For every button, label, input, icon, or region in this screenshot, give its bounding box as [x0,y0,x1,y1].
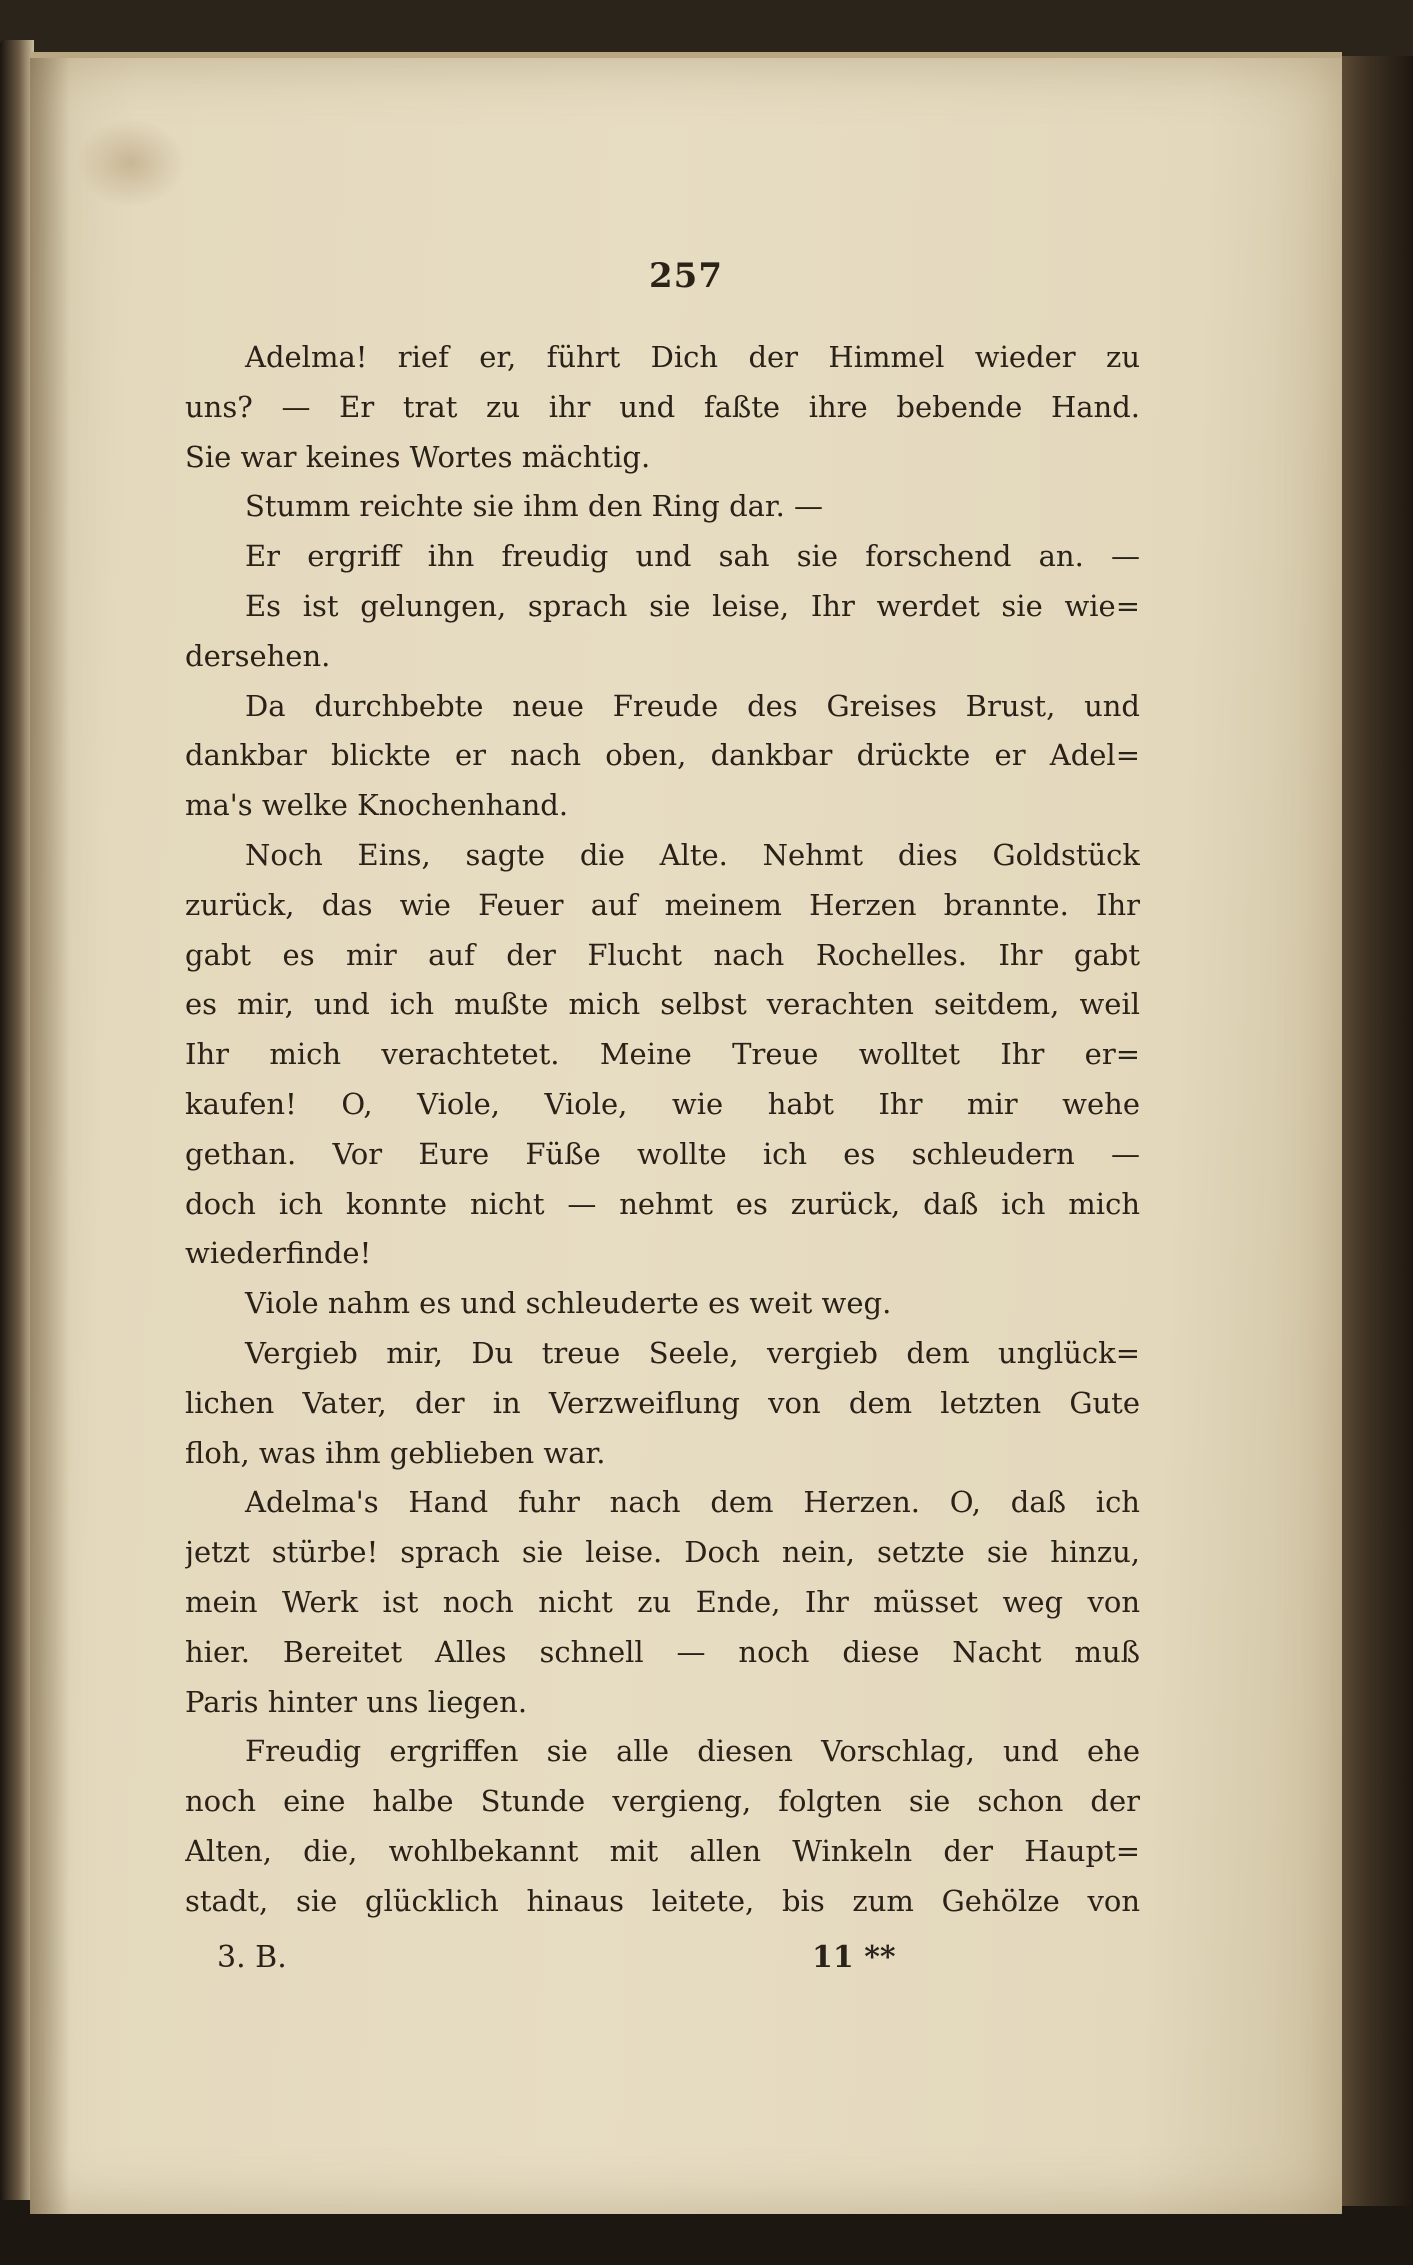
text-line: stadt, sie glücklich hinaus leitete, bis zum Gehölze von [185,1883,1140,1918]
text-line: Da durchbebte neue Freude des Greises Brust, und [245,688,1140,723]
text-line: zurück, das wie Feuer auf meinem Herzen brannte. Ihr [185,887,1140,922]
text-line: hier. Bereitet Alles schnell — noch diese Nacht muß [185,1634,1140,1669]
paper-stain [76,118,186,208]
sheet-number: 11 ** [812,1940,896,1975]
text-line: Ihr mich verachtetet. Meine Treue wolltet Ihr er= [185,1037,1140,1072]
body-text [185,333,1140,1927]
text-line: mein Werk ist noch nicht zu Ende, Ihr müsset weg von [185,1584,1140,1619]
text-line: Freudig ergriffen sie alle diesen Vorschlag, und ehe [245,1734,1140,1769]
text-line: uns? — Er trat zu ihr und faßte ihre bebende Hand. [185,389,1140,424]
text-line: Vergieb mir, Du treue Seele, vergieb dem unglück= [245,1335,1140,1370]
text-line: es mir, und ich mußte mich selbst verachten seitdem, weil [185,987,1140,1022]
spine-shadow [30,58,70,2214]
text-line: Er ergriff ihn freudig und sah sie forschend an. — [245,539,1140,574]
text-line: Adelma's Hand fuhr nach dem Herzen. O, daß ich [245,1485,1140,1520]
text-line: gabt es mir auf der Flucht nach Rochelles. Ihr gabt [185,937,1140,972]
text-line: Paris hinter uns liegen. [185,1684,528,1719]
text-line: Viole nahm es und schleuderte es weit weg. [245,1286,892,1321]
book-page [30,52,1342,2214]
text-line: ma's welke Knochenhand. [185,788,569,823]
text-line: kaufen! O, Viole, Viole, wie habt Ihr mir wehe [185,1086,1140,1121]
text-line: lichen Vater, der in Verzweiflung von dem letzten Gute [185,1385,1140,1420]
text-line: doch ich konnte nicht — nehmt es zurück, daß ich mich [185,1186,1140,1221]
text-line: Adelma! rief er, führt Dich der Himmel wieder zu [245,340,1140,374]
text-line: dersehen. [185,638,331,673]
text-line: wiederfinde! [185,1236,372,1271]
text-line: Noch Eins, sagte die Alte. Nehmt dies Goldstück [245,837,1140,872]
text-line: Es ist gelungen, sprach sie leise, Ihr werdet sie wie= [245,588,1140,623]
text-line: dankbar blickte er nach oben, dankbar drückte er Adel= [185,738,1140,773]
signature-mark: 3. B. [217,1940,287,1975]
book-cover-edge [1338,56,1413,2206]
text-line: floh, was ihm geblieben war. [185,1435,606,1470]
text-line: jetzt stürbe! sprach sie leise. Doch nein, setzte sie hinzu, [185,1535,1140,1570]
text-line: gethan. Vor Eure Füße wollte ich es schleudern — [185,1136,1140,1171]
text-line: noch eine halbe Stunde vergieng, folgten sie schon der [185,1784,1140,1819]
previous-page-edge [0,40,34,2200]
text-line: Alten, die, wohlbekannt mit allen Winkeln der Haupt= [185,1833,1140,1868]
text-line: Sie war keines Wortes mächtig. [185,439,651,474]
text-line: Stumm reichte sie ihm den Ring dar. — [245,489,824,524]
page-number: 257 [649,256,723,296]
